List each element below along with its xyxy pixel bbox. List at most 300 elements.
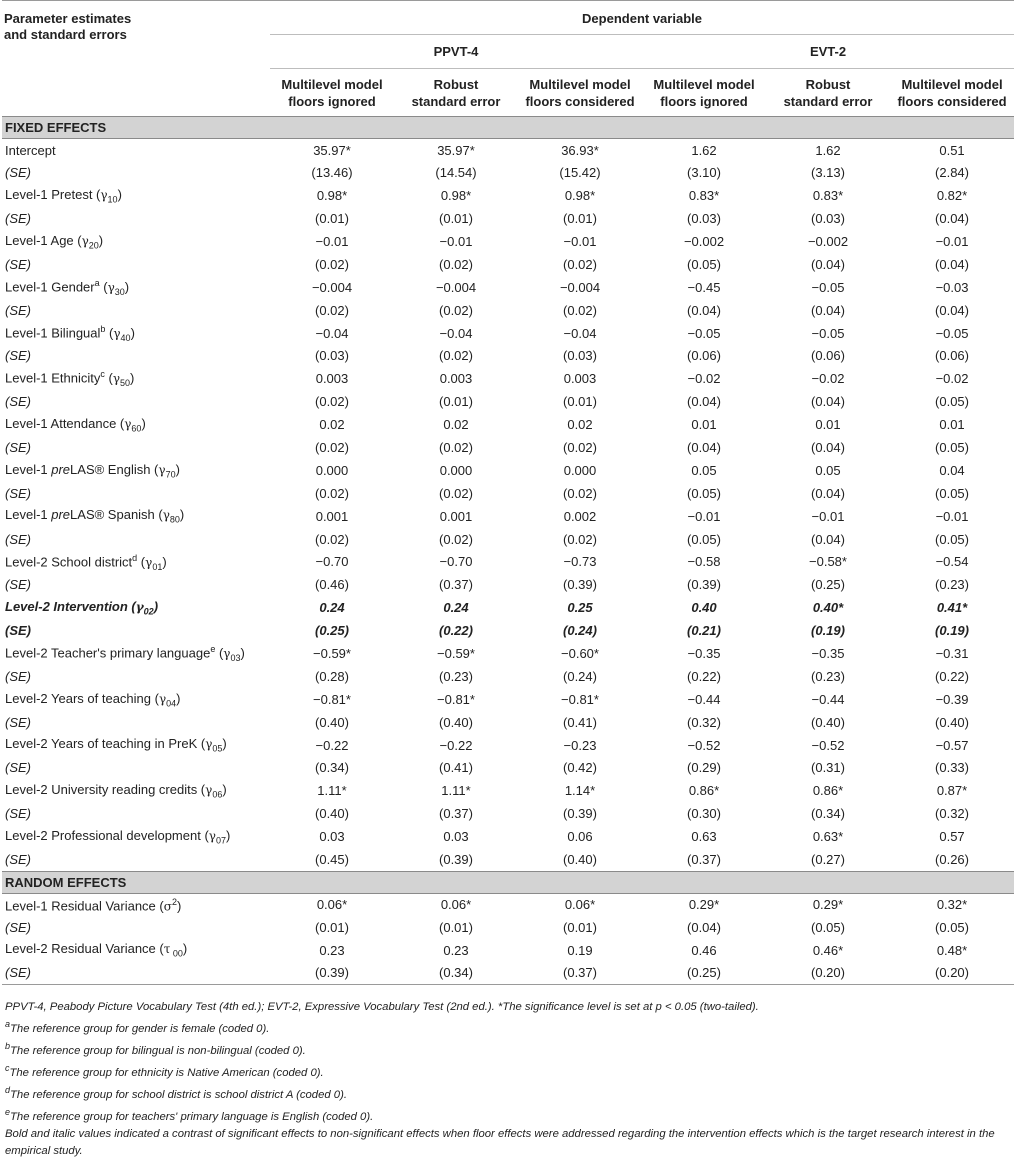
value-cell: (0.28) — [315, 668, 349, 684]
value-cell: (0.20) — [890, 962, 1014, 985]
value-cell: (0.40) — [935, 714, 969, 730]
value-cell: (0.02) — [439, 348, 473, 364]
value-cell: 0.29* — [812, 897, 844, 913]
value-cell: −0.35 — [811, 646, 845, 662]
row-label: (SE) — [2, 962, 270, 985]
value-cell: 1.11* — [441, 783, 471, 799]
value-cell: 0.98* — [316, 188, 348, 204]
value-cell: (0.02) — [315, 531, 349, 547]
value-cell: (0.02) — [315, 302, 349, 318]
value-cell: 0.04 — [939, 462, 965, 478]
column-header-2: Robust standard error — [394, 69, 518, 117]
value-cell: −0.04 — [315, 325, 349, 341]
value-cell: (13.46) — [311, 165, 353, 181]
value-cell: 0.003 — [315, 371, 349, 387]
value-cell: (0.02) — [439, 440, 473, 456]
row-label: Intercept — [5, 142, 56, 158]
value-cell: 0.83* — [812, 188, 844, 204]
value-cell: (0.34) — [394, 962, 518, 985]
value-cell: 0.57 — [939, 829, 965, 845]
value-cell: (0.40) — [563, 851, 597, 867]
se-row — [2, 573, 1014, 596]
value-cell: (0.40) — [315, 806, 349, 822]
value-cell: (0.04) — [935, 211, 969, 227]
value-cell: 0.001 — [439, 508, 473, 524]
value-cell: −0.58 — [687, 554, 721, 570]
se-row — [2, 711, 1014, 734]
value-cell: (0.06) — [811, 348, 845, 364]
row-label: Level-2 Years of teaching in PreK $(\gamma_{05})$ — [5, 736, 227, 754]
value-cell: (14.54) — [435, 165, 477, 181]
estimate-row — [2, 459, 1014, 482]
value-cell: 0.83* — [688, 188, 720, 204]
se-row — [2, 345, 1014, 368]
value-cell: (0.01) — [439, 211, 473, 227]
value-cell: 0.002 — [563, 508, 597, 524]
value-cell: −0.05 — [687, 325, 721, 341]
value-cell: −0.05 — [811, 325, 845, 341]
value-cell: −0.02 — [811, 371, 845, 387]
value-cell: (0.02) — [563, 485, 597, 501]
value-cell: (0.22) — [935, 668, 969, 684]
value-cell: (0.20) — [766, 962, 890, 985]
value-cell: −0.05 — [935, 325, 969, 341]
se-row — [2, 916, 1014, 939]
value-cell: 0.25 — [567, 600, 593, 616]
value-cell: 0.02 — [567, 417, 593, 433]
value-cell: 1.62 — [815, 142, 841, 158]
row-label: Level-2 Residual Variance (τ $_{00}$) — [5, 941, 188, 960]
value-cell: 0.03 — [319, 829, 345, 845]
footnote-e: $^e$The reference group for teachers' primary language is English (coded 0). — [5, 1107, 374, 1123]
value-cell: (15.42) — [559, 165, 601, 181]
value-cell: 0.86* — [688, 783, 720, 799]
value-cell: (0.31) — [811, 760, 845, 776]
value-cell: 0.06 — [567, 829, 593, 845]
value-cell: (0.04) — [811, 394, 845, 410]
row-label: Level-1 Residual Variance $(\sigma^2)$ — [5, 896, 182, 913]
estimate-row — [2, 139, 1014, 162]
value-cell: (0.40) — [315, 714, 349, 730]
row-label: Level-2 Professional development $(\gamma_{07})$ — [5, 827, 231, 846]
row-label: Level-1 Age $(\gamma_{20})$ — [5, 232, 104, 251]
value-cell: (0.04) — [811, 485, 845, 501]
value-cell: 0.23 — [443, 942, 469, 958]
estimate-row — [2, 734, 1014, 757]
value-cell: (0.04) — [811, 302, 845, 318]
value-cell: −0.01 — [315, 234, 349, 249]
value-cell: (0.39) — [439, 851, 473, 867]
row-label: (SE) — [5, 394, 31, 410]
value-cell: 0.01 — [691, 417, 717, 433]
estimate-row — [2, 413, 1014, 436]
row-label: Level-1 preLAS® Spanish $(\gamma_{80})$ — [5, 507, 185, 525]
value-cell: −0.002 — [683, 234, 725, 249]
se-row — [2, 161, 1014, 184]
se-row — [2, 390, 1014, 413]
value-cell: 0.19 — [567, 942, 593, 958]
estimate-row — [2, 825, 1014, 848]
row-label: Level-1 Gender$^a$ $(\gamma_{30})$ — [5, 277, 130, 297]
column-header-4: Multilevel model floors ignored — [642, 69, 766, 117]
row-label: (SE) — [5, 714, 31, 730]
estimate-row — [2, 505, 1014, 528]
value-cell: 0.000 — [439, 462, 473, 478]
value-cell: (0.42) — [563, 760, 597, 776]
value-cell: (0.05) — [935, 919, 969, 935]
value-cell: (0.02) — [315, 485, 349, 501]
value-cell: 0.98* — [440, 188, 472, 204]
value-cell: (0.19) — [935, 623, 969, 639]
row-label: Level-2 School district$^d$ $(\gamma_{01})$ — [5, 552, 167, 572]
value-cell: (0.05) — [687, 531, 721, 547]
value-cell: (0.39) — [563, 806, 597, 822]
param-title: Parameter estimates and standard errors — [2, 1, 270, 117]
value-cell: −0.70 — [315, 554, 349, 570]
value-cell: −0.004 — [435, 279, 477, 295]
value-cell: −0.35 — [687, 646, 721, 662]
estimate-row — [2, 322, 1014, 345]
estimate-row — [2, 642, 1014, 665]
row-label: (SE) — [5, 919, 31, 935]
value-cell: −0.01 — [935, 234, 969, 249]
estimate-row — [2, 276, 1014, 299]
se-row — [2, 619, 1014, 642]
value-cell: (0.03) — [563, 348, 597, 364]
value-cell: (0.45) — [315, 851, 349, 867]
row-label: Level-1 Attendance $(\gamma_{60})$ — [5, 415, 146, 434]
value-cell: (0.34) — [315, 760, 349, 776]
value-cell: 0.51 — [939, 142, 965, 158]
value-cell: (0.46) — [315, 577, 349, 593]
value-cell: (0.02) — [439, 485, 473, 501]
value-cell: (0.06) — [935, 348, 969, 364]
value-cell: (0.02) — [563, 531, 597, 547]
value-cell: 1.14* — [564, 783, 596, 799]
value-cell: 35.97* — [313, 142, 351, 158]
value-cell: (0.37) — [687, 851, 721, 867]
value-cell: −0.31 — [935, 646, 969, 662]
row-label: Level-2 Intervention $(\gamma_{02})$ — [5, 598, 159, 617]
value-cell: −0.57 — [935, 737, 969, 753]
value-cell: (0.01) — [563, 394, 597, 410]
value-cell: −0.39 — [935, 691, 969, 707]
value-cell: 0.05 — [691, 462, 717, 478]
row-label: Level-1 Pretest $(\gamma_{10})$ — [5, 186, 122, 205]
value-cell: (0.02) — [439, 302, 473, 318]
row-label: (SE) — [5, 851, 31, 867]
value-cell: 0.48* — [936, 942, 968, 958]
estimate-row — [2, 688, 1014, 711]
value-cell: (0.05) — [687, 485, 721, 501]
value-cell: 0.40 — [691, 600, 717, 616]
se-row — [2, 665, 1014, 688]
value-cell: −0.03 — [935, 279, 969, 295]
value-cell: 0.000 — [315, 462, 349, 478]
value-cell: (2.84) — [935, 165, 969, 181]
value-cell: (0.05) — [935, 531, 969, 547]
value-cell: (0.05) — [811, 919, 845, 935]
estimate-row — [2, 893, 1014, 916]
value-cell: 0.82* — [936, 188, 968, 204]
value-cell: −0.02 — [935, 371, 969, 387]
value-cell: (0.01) — [563, 919, 597, 935]
se-row — [2, 962, 1014, 985]
value-cell: (3.10) — [687, 165, 721, 181]
value-cell: 0.03 — [443, 829, 469, 845]
estimate-row — [2, 596, 1014, 619]
value-cell: 0.000 — [563, 462, 597, 478]
value-cell: (0.04) — [687, 394, 721, 410]
footnote-b: $^b$The reference group for bilingual is non-bilingual (coded 0). — [5, 1041, 306, 1057]
value-cell: 0.24 — [319, 600, 345, 616]
row-label: (SE) — [5, 440, 31, 456]
value-cell: (0.03) — [687, 211, 721, 227]
table-notes — [2, 999, 1010, 1160]
value-cell: (0.01) — [439, 394, 473, 410]
se-row — [2, 436, 1014, 459]
note-main: PPVT-4, Peabody Picture Vocabulary Test (4th ed.); EVT-2, Expressive Vocabulary Test (2nd ed.). *The significance level is set at p < 0.05 (two-tailed). — [5, 1001, 759, 1014]
value-cell: −0.44 — [811, 691, 845, 707]
value-cell: 0.06* — [564, 897, 596, 913]
value-cell: (0.25) — [811, 577, 845, 593]
row-label: (SE) — [5, 531, 31, 547]
value-cell: −0.01 — [439, 234, 473, 249]
value-cell: 0.05 — [815, 462, 841, 478]
value-cell: (0.01) — [315, 919, 349, 935]
value-cell: (0.32) — [687, 714, 721, 730]
value-cell: 0.003 — [563, 371, 597, 387]
value-cell: (0.41) — [439, 760, 473, 776]
value-cell: 0.63* — [812, 829, 844, 845]
value-cell: 1.11* — [317, 783, 347, 799]
value-cell: (0.39) — [270, 962, 394, 985]
value-cell: −0.23 — [563, 737, 597, 753]
value-cell: −0.59* — [313, 646, 351, 662]
value-cell: −0.60* — [561, 646, 599, 662]
value-cell: (0.32) — [935, 806, 969, 822]
value-cell: (0.01) — [439, 919, 473, 935]
value-cell: 0.41* — [936, 600, 968, 616]
row-label: Level-2 Years of teaching $(\gamma_{04})$ — [5, 690, 181, 709]
footnote-a: $^a$The reference group for gender is female (coded 0). — [5, 1019, 270, 1036]
value-cell: −0.004 — [559, 279, 601, 295]
value-cell: −0.004 — [311, 279, 353, 295]
row-label: Level-2 University reading credits $(\gamma_{06})$ — [5, 782, 227, 800]
row-label: (SE) — [5, 211, 31, 227]
value-cell: (0.04) — [687, 302, 721, 318]
value-cell: 0.46 — [691, 942, 717, 958]
se-row — [2, 299, 1014, 322]
value-cell: (0.04) — [811, 531, 845, 547]
value-cell: 0.86* — [812, 783, 844, 799]
value-cell: (0.24) — [563, 668, 597, 684]
value-cell: (0.04) — [811, 440, 845, 456]
row-label: Level-2 Teacher's primary language$^e$ $(\gamma_{03})$ — [5, 644, 245, 663]
row-label: (SE) — [5, 806, 31, 822]
value-cell: 0.001 — [315, 508, 349, 524]
value-cell: −0.01 — [563, 234, 597, 249]
value-cell: (0.01) — [563, 211, 597, 227]
value-cell: (0.05) — [935, 394, 969, 410]
value-cell: (0.02) — [563, 302, 597, 318]
value-cell: 0.23 — [319, 942, 345, 958]
value-cell: (0.02) — [563, 440, 597, 456]
value-cell: 0.06* — [316, 897, 348, 913]
se-row — [2, 848, 1014, 871]
value-cell: (0.02) — [439, 531, 473, 547]
value-cell: −0.04 — [439, 325, 473, 341]
footnote-d: $^d$The reference group for school district is school district A (coded 0). — [5, 1085, 347, 1101]
se-row — [2, 482, 1014, 505]
value-cell: (0.23) — [811, 668, 845, 684]
results-table — [2, 0, 1014, 985]
value-cell: 0.06* — [440, 897, 472, 913]
estimate-row — [2, 184, 1014, 207]
row-label: (SE) — [5, 302, 31, 318]
value-cell: 0.40* — [812, 600, 844, 616]
value-cell: (0.04) — [935, 256, 969, 272]
value-cell: −0.01 — [935, 508, 969, 524]
value-cell: (0.37) — [439, 806, 473, 822]
value-cell: (0.23) — [439, 668, 473, 684]
note-closing: Bold and italic values indicated a contrast of significant effects to non-significant effects when floor effects were addressed regarding the intervention effects which is the target research interest in the empirical study. — [5, 1128, 995, 1158]
footnote-c: $^c$The reference group for ethnicity is Native American (coded 0). — [5, 1063, 324, 1079]
value-cell: (0.39) — [563, 577, 597, 593]
estimate-row — [2, 367, 1014, 390]
row-label: (SE) — [5, 623, 31, 639]
value-cell: (0.39) — [687, 577, 721, 593]
row-label: (SE) — [5, 485, 31, 501]
value-cell: (0.04) — [935, 302, 969, 318]
value-cell: 1.62 — [691, 142, 717, 158]
value-cell: −0.01 — [811, 508, 845, 524]
value-cell: −0.04 — [563, 325, 597, 341]
value-cell: −0.52 — [811, 737, 845, 753]
value-cell: −0.22 — [439, 737, 473, 753]
dependent-variable-header: Dependent variable — [270, 1, 1014, 35]
value-cell: −0.70 — [439, 554, 473, 570]
value-cell: 0.01 — [815, 417, 841, 433]
value-cell: (0.25) — [315, 623, 349, 639]
value-cell: (3.13) — [811, 165, 845, 181]
value-cell: 0.87* — [936, 783, 968, 799]
se-row — [2, 802, 1014, 825]
row-label: Level-1 Ethnicity$^c$ $(\gamma_{50})$ — [5, 369, 135, 389]
value-cell: (0.03) — [315, 348, 349, 364]
value-cell: (0.04) — [687, 919, 721, 935]
value-cell: −0.44 — [687, 691, 721, 707]
value-cell: (0.05) — [687, 256, 721, 272]
value-cell: (0.04) — [687, 440, 721, 456]
value-cell: −0.59* — [437, 646, 475, 662]
value-cell: (0.33) — [935, 760, 969, 776]
row-label: (SE) — [5, 165, 31, 181]
value-cell: −0.01 — [687, 508, 721, 524]
row-label: Level-1 preLAS® English $(\gamma_{70})$ — [5, 461, 180, 480]
value-cell: (0.02) — [315, 256, 349, 272]
value-cell: 0.63 — [691, 829, 717, 845]
row-label: (SE) — [5, 256, 31, 272]
value-cell: (0.34) — [811, 806, 845, 822]
estimate-row — [2, 551, 1014, 574]
section-random-effects: RANDOM EFFECTS — [2, 871, 1014, 893]
value-cell: −0.54 — [935, 554, 969, 570]
value-cell: (0.05) — [935, 485, 969, 501]
value-cell: (0.23) — [935, 577, 969, 593]
value-cell: 0.29* — [688, 897, 720, 913]
group-header-evt: EVT-2 — [642, 35, 1014, 69]
value-cell: 0.02 — [319, 417, 345, 433]
column-header-3: Multilevel model floors considered — [518, 69, 642, 117]
value-cell: −0.52 — [687, 737, 721, 753]
value-cell: 35.97* — [437, 142, 475, 158]
value-cell: (0.01) — [315, 211, 349, 227]
value-cell: (0.26) — [935, 851, 969, 867]
value-cell: 0.01 — [939, 417, 965, 433]
estimate-row — [2, 779, 1014, 802]
value-cell: −0.45 — [687, 279, 721, 295]
value-cell: (0.19) — [811, 623, 845, 639]
value-cell: (0.30) — [687, 806, 721, 822]
column-header-1: Multilevel model floors ignored — [270, 69, 394, 117]
value-cell: (0.24) — [563, 623, 597, 639]
value-cell: (0.06) — [687, 348, 721, 364]
row-label: (SE) — [5, 348, 31, 364]
group-header-ppvt: PPVT-4 — [270, 35, 642, 69]
column-header-5: Robust standard error — [766, 69, 890, 117]
value-cell: −0.22 — [315, 737, 349, 753]
section-fixed-effects: FIXED EFFECTS — [2, 117, 1014, 139]
value-cell: −0.73 — [563, 554, 597, 570]
value-cell: (0.41) — [563, 714, 597, 730]
value-cell: (0.05) — [935, 440, 969, 456]
value-cell: −0.58* — [809, 554, 847, 570]
value-cell: 0.46* — [812, 942, 844, 958]
value-cell: (0.22) — [439, 623, 473, 639]
column-header-6: Multilevel model floors considered — [890, 69, 1014, 117]
value-cell: 0.24 — [443, 600, 469, 616]
value-cell: 36.93* — [561, 142, 599, 158]
value-cell: (0.04) — [811, 256, 845, 272]
footnote-list — [5, 1016, 1010, 1126]
value-cell: (0.21) — [687, 623, 721, 639]
value-cell: (0.40) — [811, 714, 845, 730]
value-cell: 0.32* — [936, 897, 968, 913]
row-label: (SE) — [5, 668, 31, 684]
se-row — [2, 207, 1014, 230]
value-cell: −0.002 — [807, 234, 849, 249]
row-label: (SE) — [5, 577, 31, 593]
value-cell: (0.02) — [315, 440, 349, 456]
row-label: Level-1 Bilingual$^b$ $(\gamma_{40})$ — [5, 323, 135, 343]
value-cell: (0.40) — [439, 714, 473, 730]
value-cell: 0.02 — [443, 417, 469, 433]
value-cell: (0.25) — [642, 962, 766, 985]
value-cell: (0.22) — [687, 668, 721, 684]
value-cell: (0.02) — [315, 394, 349, 410]
se-row — [2, 757, 1014, 780]
value-cell: −0.02 — [687, 371, 721, 387]
row-label: (SE) — [5, 760, 31, 776]
value-cell: 0.98* — [564, 188, 596, 204]
se-row — [2, 253, 1014, 276]
value-cell: (0.02) — [563, 256, 597, 272]
estimate-row — [2, 230, 1014, 253]
value-cell: −0.05 — [811, 279, 845, 295]
value-cell: (0.03) — [811, 211, 845, 227]
value-cell: −0.81* — [561, 691, 599, 707]
